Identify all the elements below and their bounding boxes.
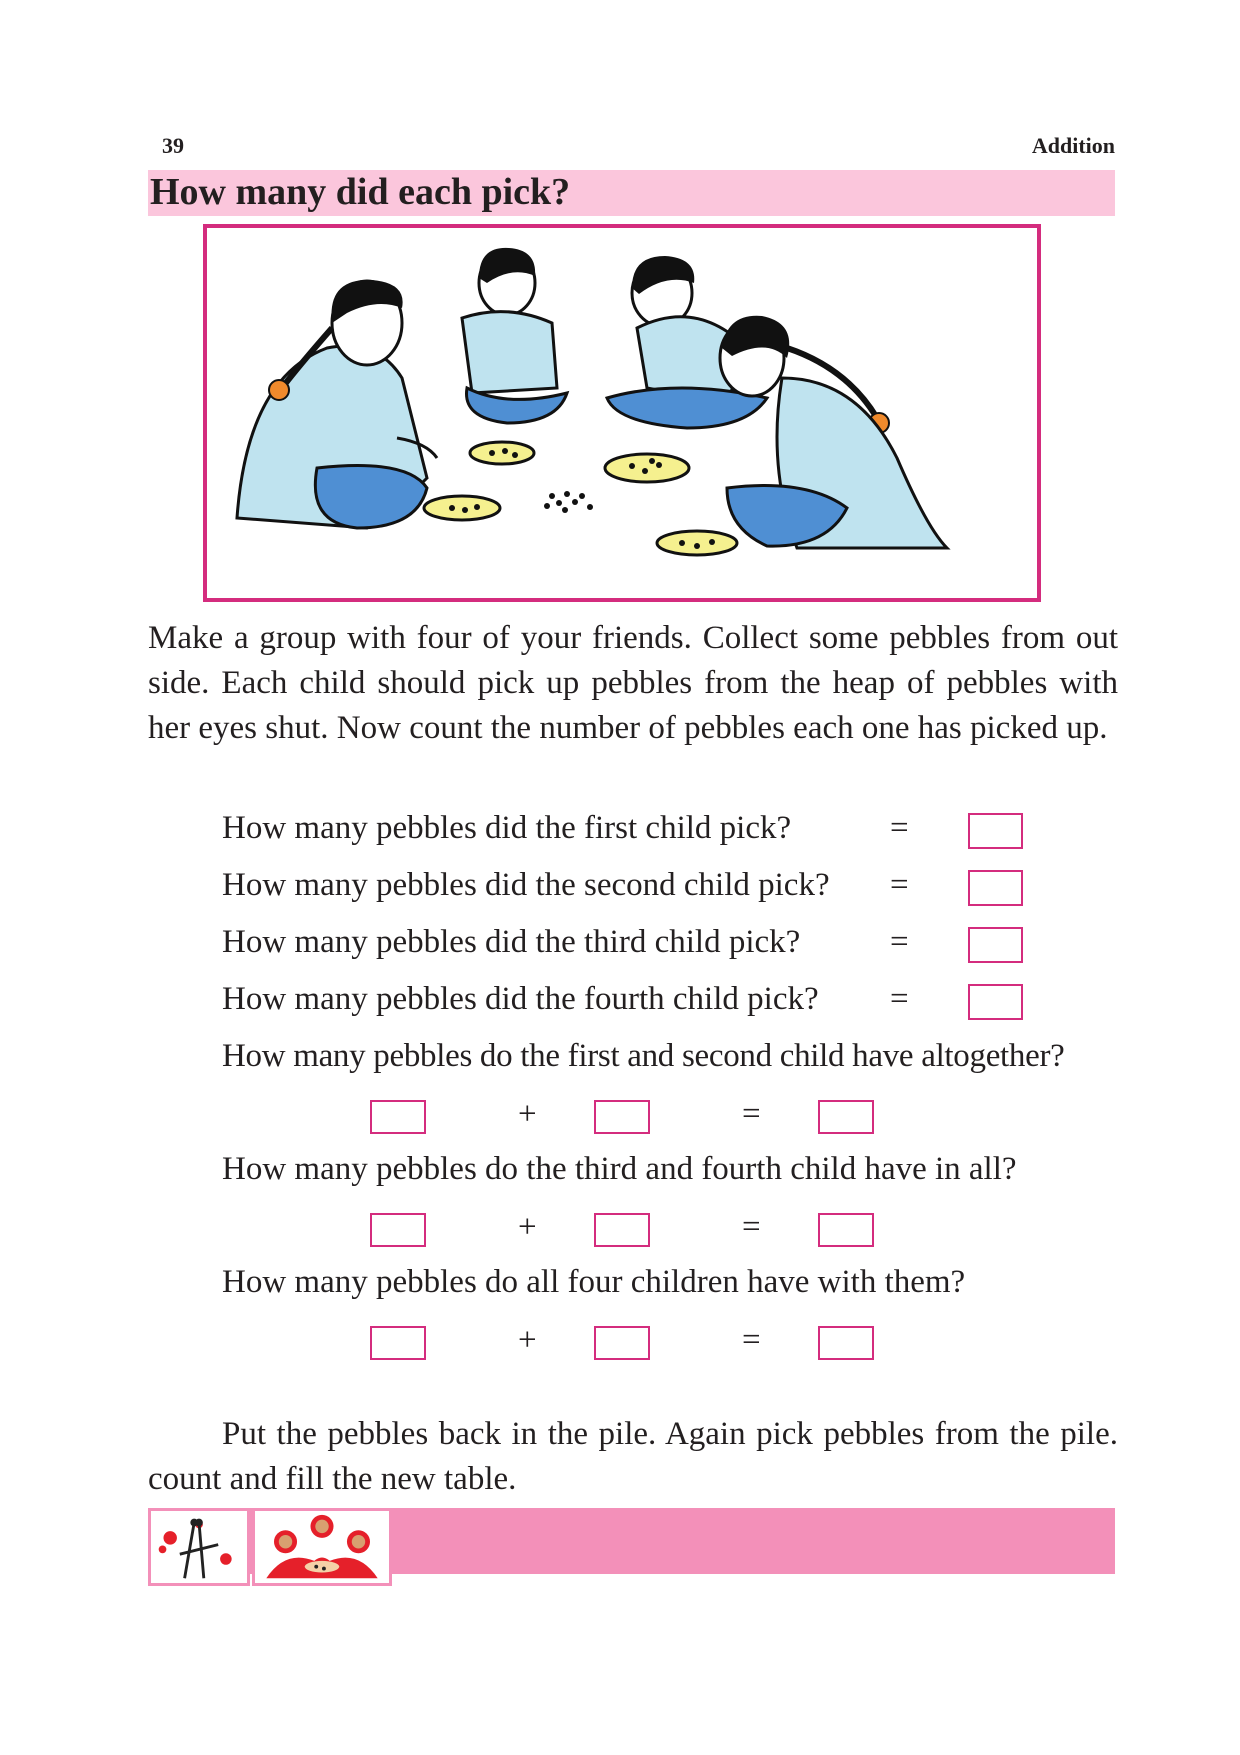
children-picking-pebbles-illustration	[203, 224, 1041, 602]
sum-box[interactable]	[818, 1213, 874, 1247]
plus-sign: +	[518, 1096, 537, 1132]
question-third-child: How many pebbles did the third child pick?	[222, 924, 801, 960]
equals-sign: =	[890, 981, 909, 1017]
question-first-child: How many pebbles did the first child pick?	[222, 810, 792, 846]
boy-seated-figure	[462, 248, 567, 423]
equals-sign: =	[890, 810, 909, 846]
equals-sign: =	[742, 1209, 761, 1245]
girl-right-figure	[720, 316, 947, 548]
answer-box-second-child[interactable]	[968, 870, 1023, 906]
children-group-icon	[252, 1508, 392, 1586]
addend-box-1[interactable]	[370, 1213, 426, 1247]
intro-paragraph: Make a group with four of your friends. Collect some pebbles from out side. Each child should pick up pebbles from the heap of pebbles with her eyes shut. Now count the number of pebbles each one has picked up.	[148, 620, 1118, 746]
sum-box[interactable]	[818, 1326, 874, 1360]
chapter-name: Addition	[1031, 133, 1115, 158]
question-third-fourth-total: How many pebbles do the third and fourth child have in all?	[222, 1151, 1017, 1187]
addend-box-1[interactable]	[370, 1326, 426, 1360]
plus-sign: +	[518, 1209, 537, 1245]
closing-paragraph	[148, 1412, 1118, 1502]
answer-box-third-child[interactable]	[968, 927, 1023, 963]
plus-sign: +	[518, 1322, 537, 1358]
pebble-plates	[424, 442, 737, 555]
girl-left-figure	[237, 280, 437, 528]
question-fourth-child: How many pebbles did the fourth child pick?	[222, 981, 819, 1017]
addend-box-2[interactable]	[594, 1213, 650, 1247]
equals-sign: =	[890, 924, 909, 960]
answer-box-fourth-child[interactable]	[968, 984, 1023, 1020]
page-number: 39	[162, 133, 184, 158]
pebble-game-sticks-icon	[148, 1508, 250, 1586]
answer-box-first-child[interactable]	[968, 813, 1023, 849]
question-first-second-total: How many pebbles do the first and second child have altogether?	[222, 1038, 1065, 1074]
sum-box[interactable]	[818, 1100, 874, 1134]
equals-sign: =	[742, 1322, 761, 1358]
question-all-four-total: How many pebbles do all four children have with them?	[222, 1264, 966, 1300]
addend-box-1[interactable]	[370, 1100, 426, 1134]
addend-box-2[interactable]	[594, 1100, 650, 1134]
title-band	[148, 170, 1115, 216]
closing-paragraph-text: Put the pebbles back in the pile. Again pick pebbles from the pile. count and fill the new table.	[148, 1416, 1118, 1497]
question-second-child: How many pebbles did the second child pick?	[222, 867, 830, 903]
addend-box-2[interactable]	[594, 1326, 650, 1360]
illustration-drawing	[207, 228, 1037, 598]
equals-sign: =	[742, 1096, 761, 1132]
page-title: How many did each pick?	[150, 171, 571, 213]
equals-sign: =	[890, 867, 909, 903]
